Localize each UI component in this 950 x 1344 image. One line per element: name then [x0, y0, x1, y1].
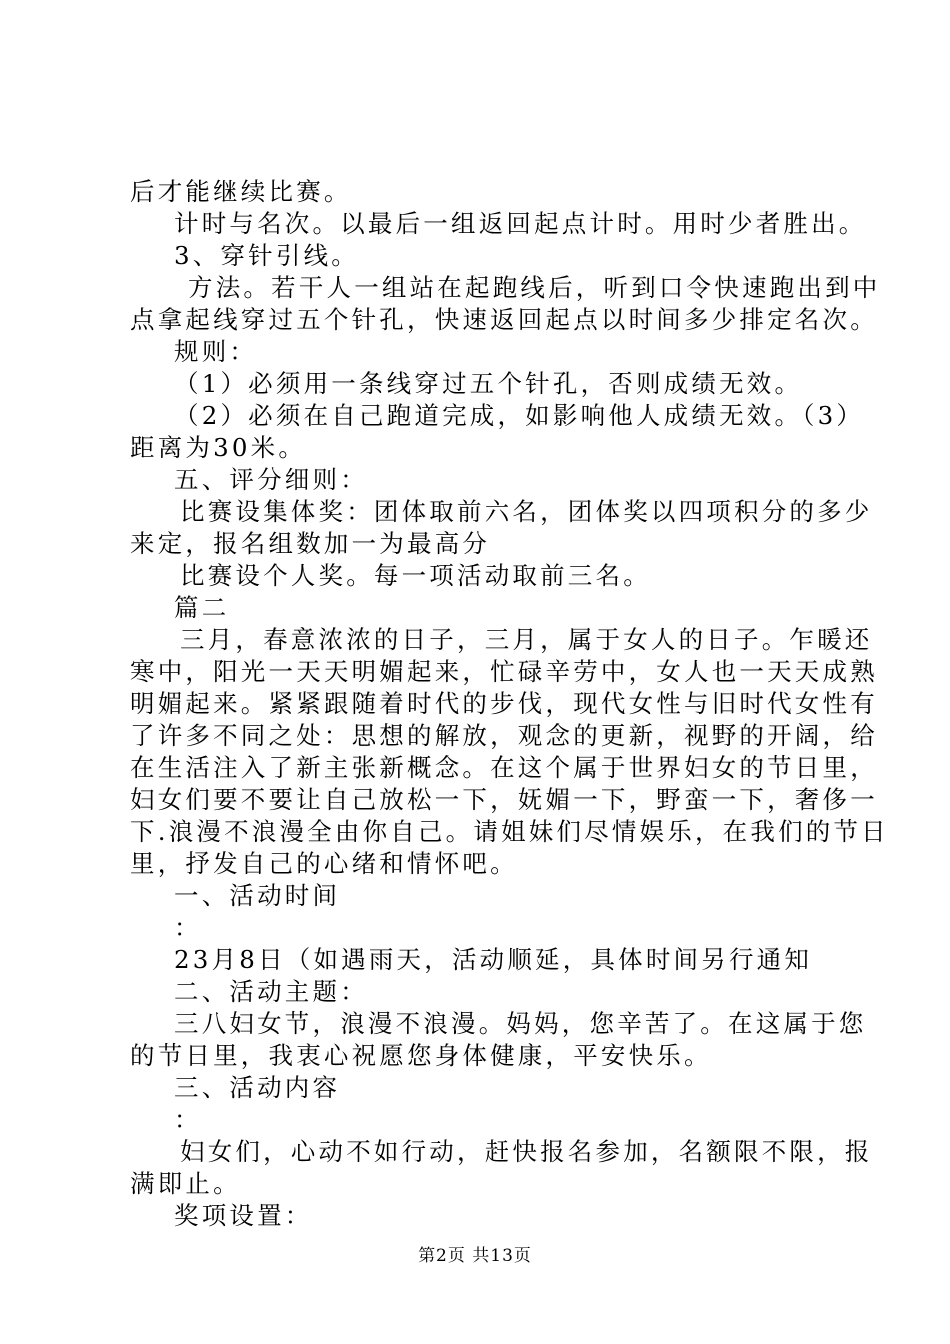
text-line: 计时与名次。以最后一组返回起点计时。用时少者胜出。	[174, 209, 867, 238]
document-body	[130, 176, 889, 1232]
text-line: 方法。若干人一组站在起跑线后，听到口令快速跑出到中	[188, 273, 881, 302]
text-line: 比赛设个人奖。每一项活动取前三名。	[180, 561, 651, 590]
text-line: 奖项设置：	[174, 1201, 313, 1230]
text-line: 来定，报名组数加一为最高分	[130, 529, 491, 558]
text-line: 二、活动主题：	[174, 977, 368, 1006]
text-line: 妇女们，心动不如行动，赶快报名参加，名额限不限，报	[180, 1137, 873, 1166]
text-line: 下.浪漫不浪漫全由你自己。请姐妹们尽情娱乐，在我们的节日	[130, 817, 889, 846]
text-line: 三八妇女节，浪漫不浪漫。妈妈，您辛苦了。在这属于您	[174, 1009, 867, 1038]
text-line: 距离为30米。	[130, 433, 307, 462]
text-line: ：	[174, 913, 202, 942]
text-line: 在生活注入了新主张新概念。在这个属于世界妇女的节日里，	[130, 753, 878, 782]
text-line: （1）必须用一条线穿过五个针孔，否则成绩无效。	[174, 369, 803, 398]
text-line: 三、活动内容	[174, 1073, 341, 1102]
text-line: 妇女们要不要让自己放松一下，妩媚一下，野蛮一下，奢侈一	[130, 785, 878, 814]
text-line: 明媚起来。紧紧跟随着时代的步伐，现代女性与旧时代女性有	[130, 689, 878, 718]
text-line: 寒中，阳光一天天明媚起来，忙碌辛劳中，女人也一天天成熟	[130, 657, 878, 686]
text-line: 3、穿针引线。	[174, 241, 359, 270]
text-line: ：	[174, 1105, 202, 1134]
text-line: 的节日里，我衷心祝愿您身体健康，平安快乐。	[130, 1041, 712, 1070]
text-line: 五、评分细则：	[174, 465, 368, 494]
text-line: 规则：	[174, 337, 258, 366]
text-line: 23月8日（如遇雨天，活动顺延，具体时间另行通知	[174, 945, 813, 974]
text-line: 三月，春意浓浓的日子，三月，属于女人的日子。乍暖还	[180, 625, 873, 654]
text-line: 一、活动时间	[174, 881, 341, 910]
text-line: （2）必须在自己跑道完成，如影响他人成绩无效。（3）	[174, 401, 865, 430]
text-line: 里，抒发自己的心绪和情怀吧。	[130, 849, 518, 878]
text-line: 比赛设集体奖：团体取前六名，团体奖以四项积分的多少	[180, 497, 873, 526]
text-line: 了许多不同之处：思想的解放，观念的更新，视野的开阔，给	[130, 721, 878, 750]
page-number-footer: 第2页 共13页	[418, 1246, 532, 1266]
text-line: 篇二	[174, 593, 230, 622]
text-line: 点拿起线穿过五个针孔，快速返回起点以时间多少排定名次。	[130, 305, 878, 334]
text-line: 后才能继续比赛。	[130, 177, 352, 206]
text-line: 满即止。	[130, 1169, 241, 1198]
